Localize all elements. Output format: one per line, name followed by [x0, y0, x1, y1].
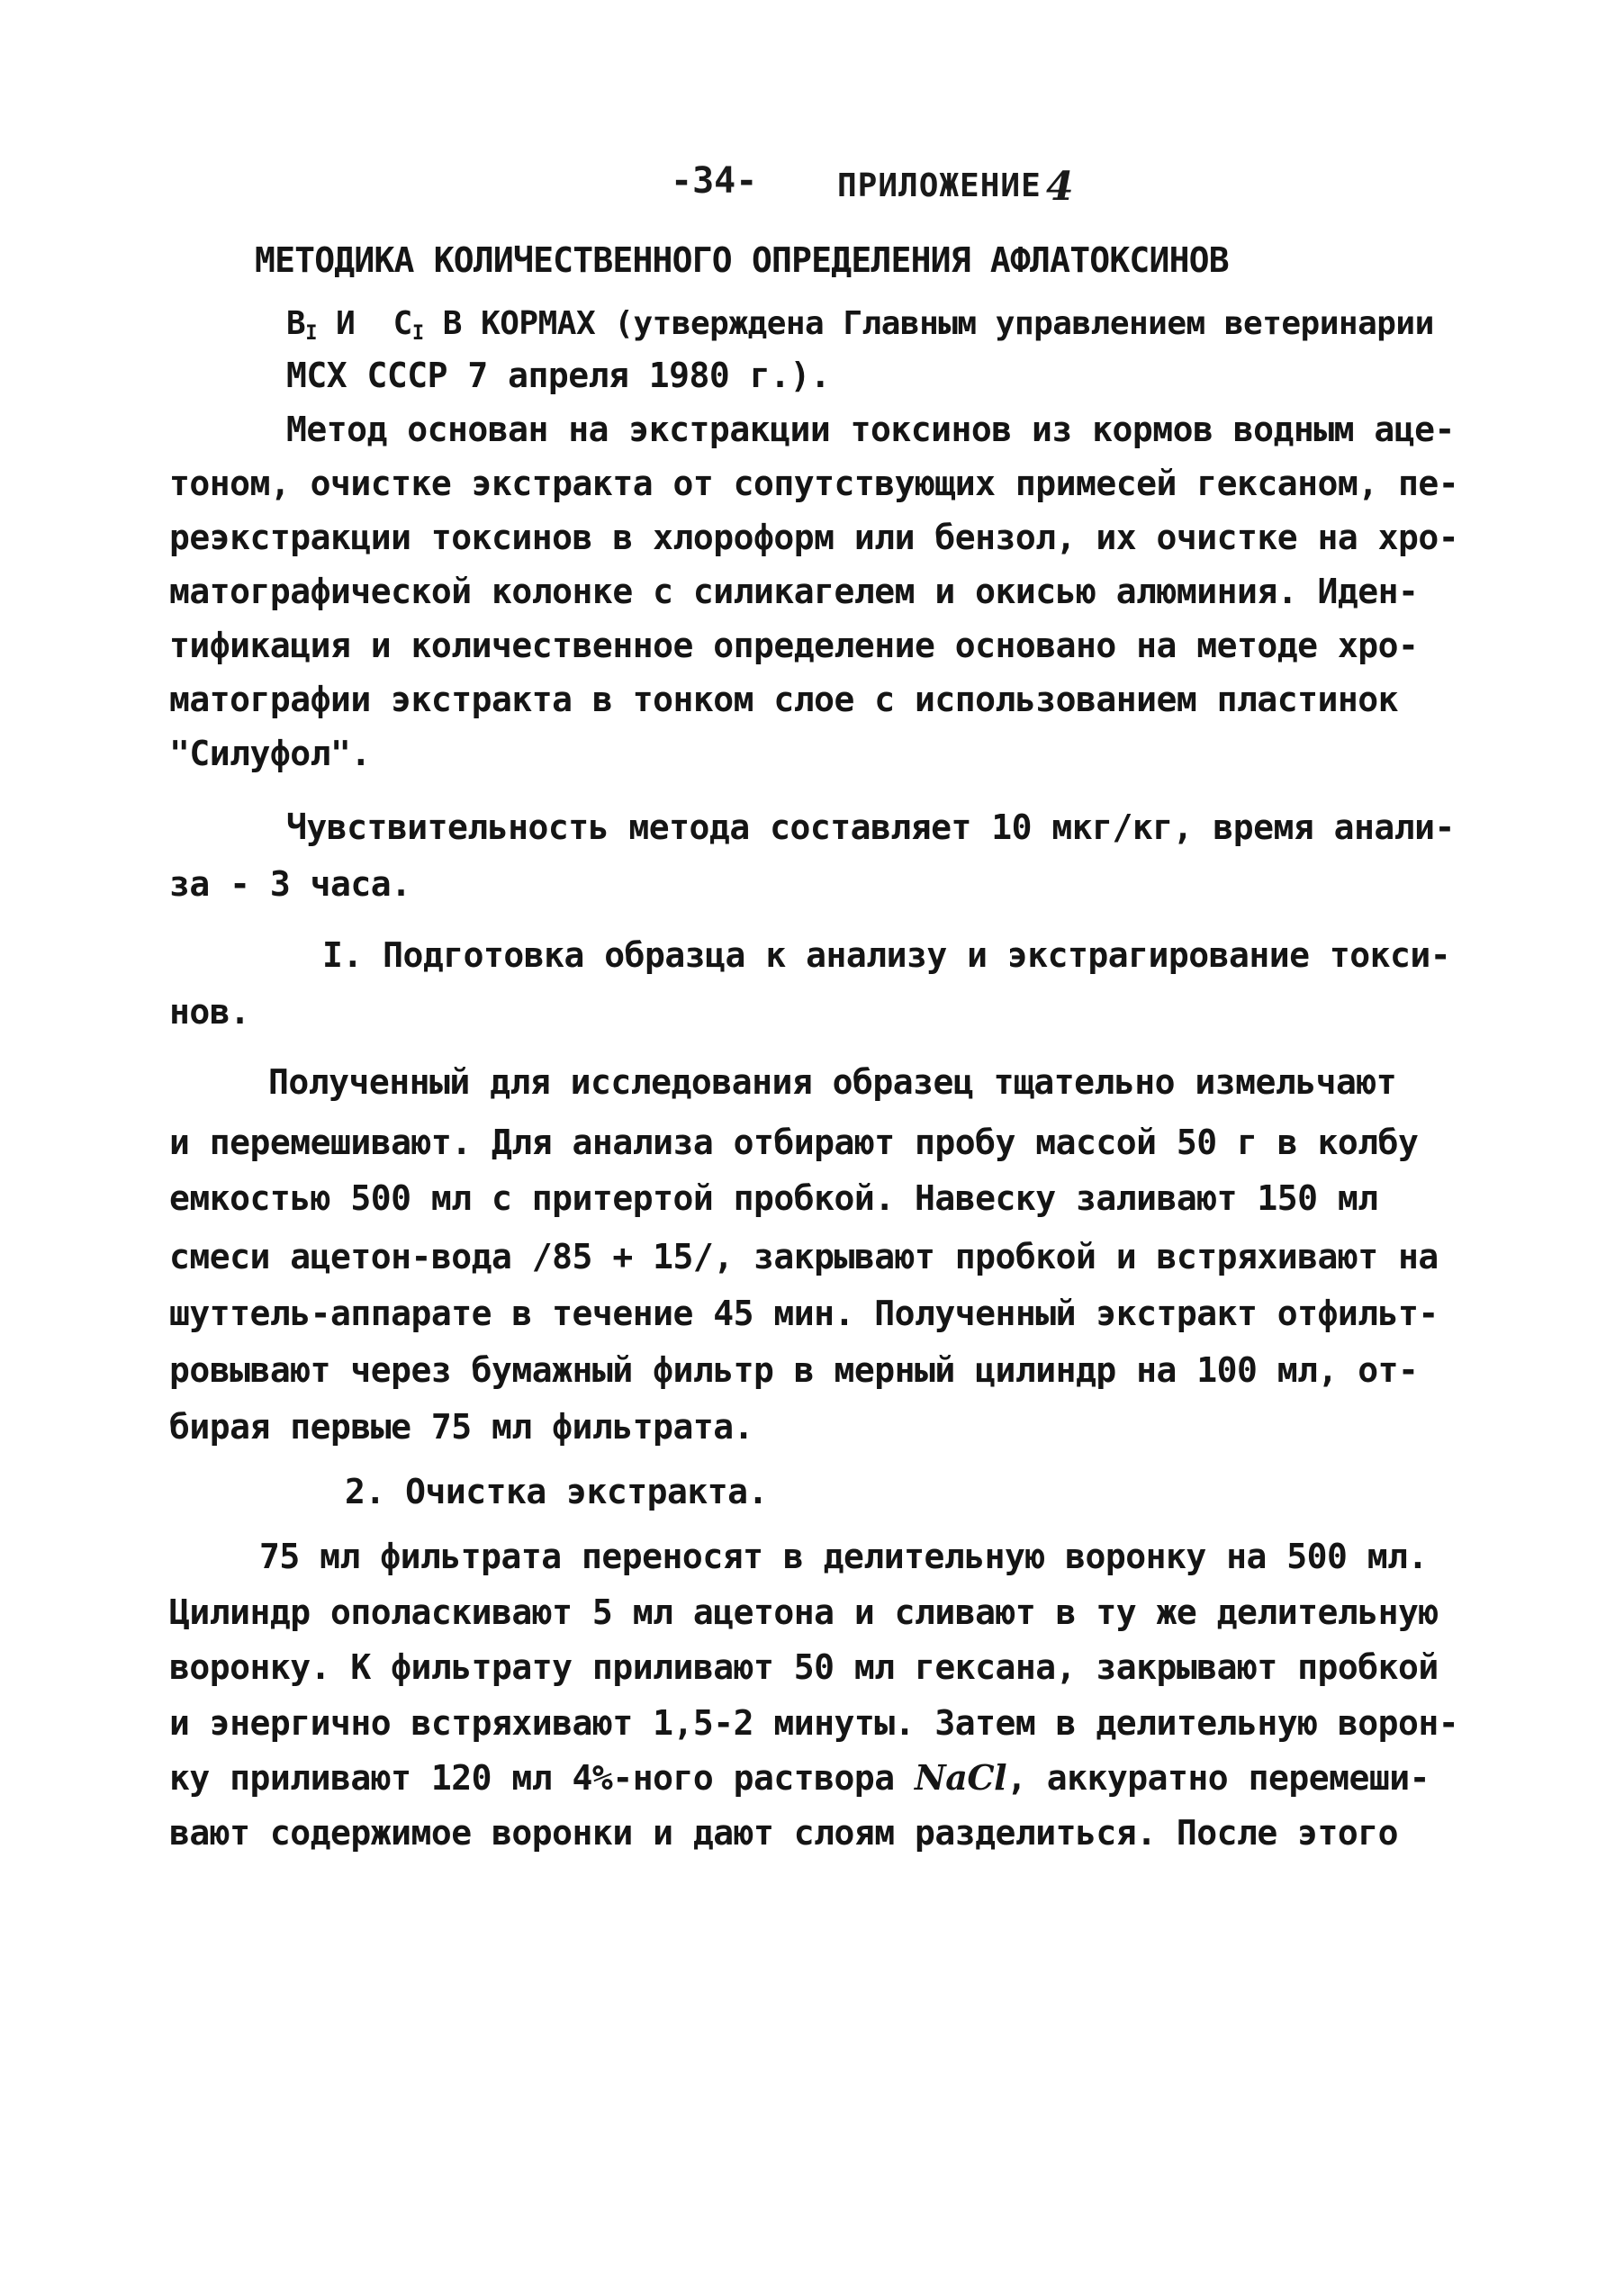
sensitivity-line: Чувствительность метода составляет 10 мкг/кг, время анали- [286, 807, 1455, 847]
section-2-line: 75 мл фильтрата переносят в делительную воронку на 500 мл. [259, 1537, 1428, 1576]
and-c-letter: И С [316, 305, 412, 342]
intro-line: Метод основан на экстракции токсинов из кормов водным аце- [286, 410, 1455, 449]
section-1-line: ровывают через бумажный фильтр в мерный цилиндр на 100 мл, от- [169, 1350, 1419, 1390]
naci-line-before: ку приливают 120 мл 4%-ного раствора [169, 1758, 915, 1798]
sensitivity-line: за - 3 часа. [169, 864, 411, 904]
section-2-line: воронку. К фильтрату приливают 50 мл гексана, закрывают пробкой [169, 1647, 1439, 1687]
b-letter: В [286, 305, 306, 342]
intro-line: "Силуфол". [169, 734, 371, 773]
section-2-line: вают содержимое воронки и дают слоям разделиться. После этого [169, 1813, 1399, 1853]
naci-formula: NaCl [914, 1757, 1007, 1798]
section-2-line: и энергично встряхивают 1,5-2 минуты. Затем в делительную ворон- [169, 1703, 1459, 1743]
b-subscript: I [305, 322, 317, 345]
annex-label: ПРИЛОЖЕНИЕ [837, 167, 1042, 204]
intro-line: тоном, очистке экстракта от сопутствующих примесей гексаном, пе- [169, 464, 1459, 503]
c-subscript: I [411, 322, 424, 345]
intro-line: тификация и количественное определение основано на методе хро- [169, 626, 1419, 665]
section-1-heading: I. Подготовка образца к анализу и экстрагирование токси- [322, 935, 1451, 975]
section-1-line: смеси ацетон-вода /85 + 15/, закрывают пробкой и встряхивают на [169, 1237, 1439, 1276]
intro-line: реэкстракции токсинов в хлороформ или бензол, их очистке на хро- [169, 518, 1459, 557]
naci-line-after: , аккуратно перемеши- [1006, 1758, 1430, 1798]
section-2-heading: 2. Очистка экстракта. [345, 1472, 768, 1511]
intro-line: матографической колонке с силикагелем и окисью алюминия. Иден- [169, 572, 1419, 611]
section-1-line: Полученный для исследования образец тщательно измельчают [268, 1062, 1397, 1102]
title-line-2-rest: В КОРМАХ (утверждена Главным управлением ветеринарии [423, 305, 1434, 342]
annex-number: 4 [1046, 164, 1074, 210]
title-line-3: МСХ СССР 7 апреля 1980 г.). [286, 356, 831, 395]
title-line-1: МЕТОДИКА КОЛИЧЕСТВЕННОГО ОПРЕДЕЛЕНИЯ АФЛАТОКСИНОВ [255, 240, 1229, 280]
section-1-heading: нов. [169, 992, 250, 1032]
section-1-line: емкостью 500 мл с притертой пробкой. Навеску заливают 150 мл [169, 1178, 1378, 1218]
section-2-naci-line [169, 1757, 1430, 1798]
intro-line: матографии экстракта в тонком слое с использованием пластинок [169, 680, 1399, 719]
section-1-line: бирая первые 75 мл фильтрата. [169, 1407, 753, 1447]
section-1-line: шуттель-аппарате в течение 45 мин. Полученный экстракт отфильт- [169, 1294, 1439, 1333]
section-2-line: Цилиндр ополаскивают 5 мл ацетона и сливают в ту же делительную [169, 1592, 1439, 1632]
section-1-line: и перемешивают. Для анализа отбирают пробу массой 50 г в колбу [169, 1123, 1419, 1162]
page-number: -34- [671, 160, 758, 202]
title-line-2 [286, 305, 1434, 345]
